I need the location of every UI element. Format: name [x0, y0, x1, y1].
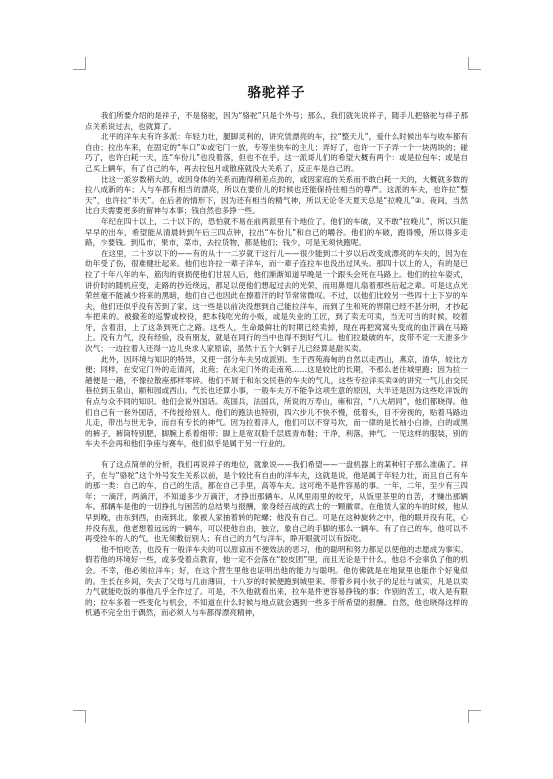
crop-mark-top-right — [468, 57, 481, 70]
paragraph: 我们所要介绍的是祥子，不是骆驼，因为“骆驼”只是个外号；那么，我们就先说祥子，随手儿把骆驼与祥子那点关系说过去，也就算了。 — [85, 111, 468, 131]
paragraph: 在这里，二十岁以下的——有的从十一二岁就干这行儿——很少能到二十岁以后改变成漂亮的车夫的，因为在幼年受了伤，很难健壮起来。他们也许拉一辈子洋车，而一辈子连拉车也没出过风头。那四十以上的人，有的是已拉了十年八年的车，筋肉的衰损使他们甘居人后，他们渐渐知道早晚是一个跟头会死在马路上。他们的拉车姿式，讲价时的随机应变，走路的抄近绕远，都足以使他们想起过去的光荣，而用鼻翅儿扇着那些后起之辈。可是这点光荣丝毫不能减少将来的黑暗，他们自己也因此在擦着汗的时节常常微叹。不过，以他们比较另一些四十上下岁的车夫，他们还似乎没有苦到了家。这一些是以前决没想到自己能拉洋车，而到了生和死的界限已经不甚分明，才抄起车把来的。被撤差的巡警或校役，把本钱吃光的小贩，或是失业的工匠，到了卖无可卖，当无可当的时候，咬着牙，含着泪，上了这条到死亡之路。这些人，生命最鲜壮的时期已经卖掉，现在再把窝窝头变成的血汗滴在马路上。没有力气，没有经验，没有朋友，就是在同行的当中也得不到好气儿。他们拉最破的车，皮带不定一天泄多少次气；一边拉着人还得一边儿央求人家原谅，虽然十五个大铜子儿已经算是甜买卖。 — [85, 248, 468, 354]
crop-mark-bottom-left — [73, 710, 86, 723]
document-body — [85, 84, 468, 619]
section-gap — [85, 450, 468, 460]
paragraph: 比这一派岁数稍大的，或因身体的关系而跑得稍差点劲的，或因家庭的关系而不敢白耗一天的，大概就多数的拉八成新的车；人与车都有相当的漂亮，所以在要价儿的时候也还能保持住相当的尊严。这派的车夫，也许拉“整天”，也许拉“半天”。在后者的情形下，因为还有相当的精气神，所以无论冬天夏天总是“拉晚儿”②。夜间，当然比白天需要更多的留神与本事；钱自然也多挣一些。 — [85, 174, 468, 216]
paragraph: 北平的洋车夫有许多派：年轻力壮，腿脚灵利的，讲究赁漂亮的车，拉“整天儿”，爱什么时候出车与收车都有自由；拉出车来，在固定的“车口”①或宅门一放，专等坐快车的主儿；弄好了，也许一下子弄一个一块两块的；碰巧了，也许白耗一天，连“车份儿”也没着落，但也不在乎。这一派哥儿们的希望大概有两个：或是拉包车；或是自己买上辆车，有了自己的车，再去拉包月或散座就没大关系了，反正车是自己的。 — [85, 132, 468, 173]
crop-mark-bottom-right — [468, 710, 481, 723]
crop-mark-top-left — [73, 57, 86, 70]
paragraph: 年纪在四十以上，二十以下的，恐怕就不易在前两派里有个地位了。他们的车破，又不敢“拉晚儿”，所以只能早早的出车，希望能从清晨转到午后三四点钟，拉出“车份儿”和自己的嚼谷。他们的车破，跑得慢，所以得多走路，少要钱。到瓜市，果市，菜市，去拉货物，都是他们；钱少，可是无须快跑呢。 — [85, 216, 468, 248]
paragraph: 他不怕吃苦，也没有一般洋车夫的可以原谅而不便效法的恶习，他的聪明和努力都足以使他的志愿成为事实。假若他的环境好一些，或多受着点教育，他一定不会落在“胶皮团”里，而且无论是干什么，他总不会辜负了他的机会。不幸，他必须拉洋车；好，在这个营生里他也证明出他的能力与聪明。他仿佛就是在地狱里也能作个好鬼似的。生长在乡间，失去了父母与几亩薄田，十八岁的时候便跑到城里来。带着乡间小伙子的足壮与诚实，凡是以卖力气就能吃饭的事他几乎全作过了。可是，不久他就看出来，拉车是件更容易挣钱的事；作别的苦工，收入是有限的；拉车多着一些变化与机会，不知道在什么时候与地点就会遇到一些多于所希望的报酬。自然，他也晓得这样的机遇不完全出于偶然，而必须人与车都得漂亮精神， — [85, 544, 468, 618]
document-title: 骆驼祥子 — [247, 85, 306, 101]
paragraph: 有了这点简单的分析，我们再说祥子的地位，就象说——我们希望——一盘机器上的某种钉子那么准确了。祥子，在与“骆驼”这个外号发生关系以前，是个较比有自由的洋车夫，这就是说，他是属于年轻力壮，而且自己有车的那一类：自己的车，自己的生活，都在自己手里，高等车夫。这可绝不是件容易的事。一年，二年，至少有三四年；一滴汗，两滴汗，不知道多少万滴汗，才挣出那辆车。从风里雨里的咬牙，从饭里茶里的自苦，才赚出那辆车。那辆车是他的一切挣扎与困苦的总结果与报酬，象身经百战的武士的一颗徽章。在他赁人家的车的时候，他从早到晚，由东到西，由南到北，象被人家抽着转的陀螺；他没有自己。可是在这种旋转之中，他的眼并没有花，心并没有乱，他老想着远远的一辆车，可以使他自由，独立，象自己的手脚的那么一辆车。有了自己的车，他可以不再受拴车的人的气，也无须敷衍别人；有自己的力气与洋车，睁开眼就可以有饭吃。 — [85, 460, 468, 544]
paragraph: 此外，因环境与知识的特异，又使一部分车夫另成派别。生于西苑海甸的自然以走西山，燕京，清华，较比方便；同样，在安定门外的走清河，北苑；在永定门外的走南苑……这是较比的长期，不那么老往城里跑；因为拉一趟便是一趟，不像拉散座那样零碎。他们不屑于和东交民巷的车夫的气儿，这些专拉洋买卖③的讲究一气儿由交民巷拉到玉泉山，颐和园或西山。气长也还算小事，一般车夫万不能争这项生意的原因，大半还是因为这些吃洋饭的有点与众不同的知识。他们会说外国话。英国兵，法国兵，所说的万寿山，雍和宫，“八大胡同”，他们都晓得。他们自己有一套外国话，不传授给别人。他们的跑法也特别，四六步儿不快不慢，低着头，目不旁视的，贴着马路边儿走，带出与世无争，而自有专长的神气。因为拉着洋人，他们可以不穿号坎，而一律的是长袖小白褂，白的或黑的裤子，裤筒特别肥，脚腕上系着细带；脚上是宽双脸千层底青布鞋；干净，利落，神气。一见这样的服装，别的车夫不会再和他们争座与赛车，他们似乎是属于另一行业的。 — [85, 354, 468, 449]
